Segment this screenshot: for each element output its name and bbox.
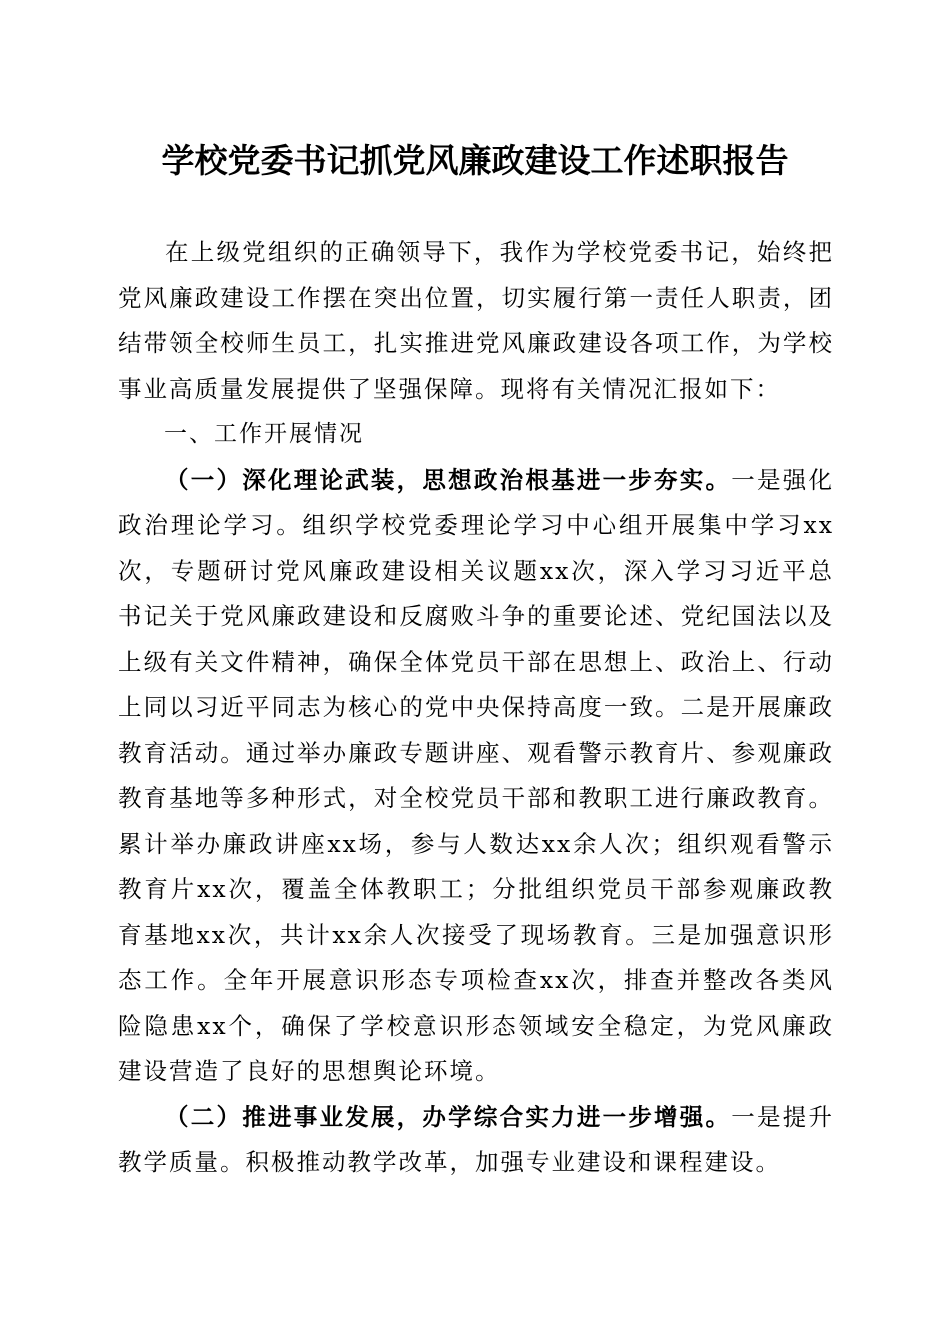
subsection-2-heading: （二）推进事业发展，办学综合实力进一步增强。: [165, 1102, 732, 1131]
subsection-1-heading: （一）深化理论武装，思想政治根基进一步夯实。: [165, 465, 732, 494]
document-title: 学校党委书记抓党风廉政建设工作述职报告: [161, 141, 789, 180]
subsection-1-paragraph: [118, 458, 834, 1095]
subsection-1-body: 一是强化政治理论学习。组织学校党委理论学习中心组开展集中学习xx次，专题研讨党风廉政建设相关议题xx次，深入学习习近平总书记关于党风廉政建设和反腐败斗争的重要论述、党纪国法以及上级有关文件精神，确保全体党员干部在思想上、政治上、行动上同以习近平同志为核心的党中央保持高度一致。二是开展廉政教育活动。通过举办廉政专题讲座、观看警示教育片、参观廉政教育基地等多种形式，对全校党员干部和教职工进行廉政教育。累计举办廉政讲座xx场，参与人数达xx余人次；组织观看警示教育片xx次，覆盖全体教职工；分批组织党员干部参观廉政教育基地xx次，共计xx余人次接受了现场教育。三是加强意识形态工作。全年开展意识形态专项检查xx次，排查并整改各类风险隐患xx个，确保了学校意识形态领域安全稳定，为党风廉政建设营造了良好的思想舆论环境。: [118, 465, 835, 1085]
subsection-2-paragraph: [118, 1095, 834, 1186]
section-heading: 一、工作开展情况: [164, 421, 364, 447]
intro-paragraph: 在上级党组织的正确领导下，我作为学校党委书记，始终把党风廉政建设工作摆在突出位置，切实履行第一责任人职责，团结带领全校师生员工，扎实推进党风廉政建设各项工作，为学校事业高质量发展提供了坚强保障。现将有关情况汇报如下：: [118, 238, 834, 403]
subsection-2-body: 一是提升教学质量。积极推动教学改革，加强专业建设和课程建设。: [118, 1102, 835, 1176]
document-body: [118, 230, 834, 1186]
